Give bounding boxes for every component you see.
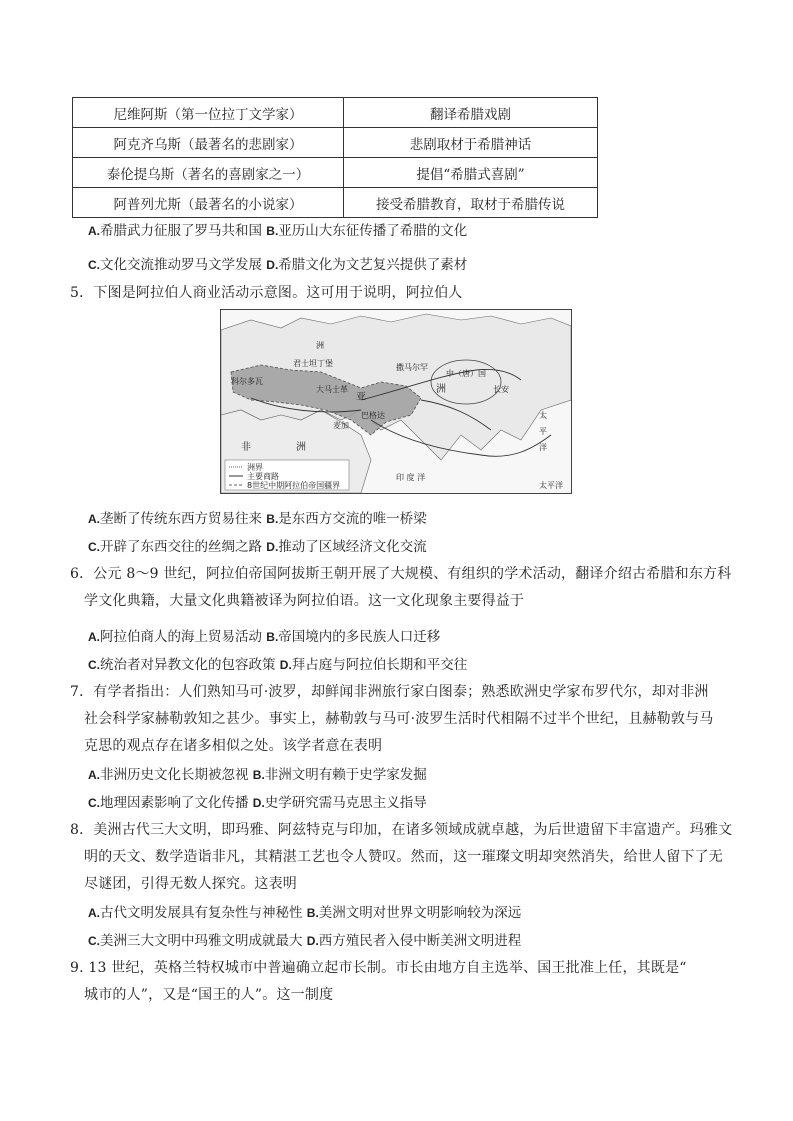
table-row [73, 128, 598, 158]
table-cell: 阿普列尤斯（最著名的小说家） [73, 188, 344, 218]
table-cell: 悲剧取材于希腊神话 [344, 128, 598, 158]
option-c: 统治者对异教文化的包容政策 [100, 657, 276, 673]
arab-trade-map [220, 309, 572, 494]
q8-options-row-2 [88, 929, 521, 949]
q4-options-row-2 [88, 253, 467, 273]
option-d: 希腊文化为文艺复兴提供了素材 [278, 257, 468, 273]
q6-stem-line-2: 学文化典籍，大量文化典籍被译为阿拉伯语。这一文化现象主要得益于 [84, 593, 525, 609]
option-b: 亚历山大东征传播了希腊的文化 [278, 223, 468, 239]
option-a: 非洲历史文化长期被忽视 [100, 767, 249, 783]
map-label: 洲 [296, 442, 306, 453]
q5-options-row-2 [88, 535, 427, 555]
table-row [73, 98, 598, 128]
option-a: 垄断了传统东西方贸易往来 [100, 511, 262, 527]
option-b: 美洲文明对世界文明影响较为深远 [318, 905, 522, 921]
table-cell: 泰伦提乌斯（著名的喜剧家之一） [73, 158, 344, 188]
q7-options-row-1 [88, 763, 427, 783]
option-c-label: C. [88, 934, 100, 948]
option-a-label: A. [88, 224, 100, 238]
option-d: 拜占庭与阿拉伯长期和平交往 [291, 657, 468, 673]
map-label: 太平洋 [539, 481, 563, 490]
option-b-label: B. [266, 630, 279, 644]
table-row [73, 188, 598, 218]
map-label: 非 [241, 442, 251, 453]
option-b-label: B. [266, 512, 279, 526]
map-label: 平 [539, 427, 547, 436]
option-c-label: C. [88, 258, 100, 272]
option-a-label: A. [88, 512, 100, 526]
option-b: 是东西方交流的唯一桥梁 [278, 511, 427, 527]
option-c-label: C. [88, 796, 100, 810]
option-d-label: D. [266, 258, 279, 272]
option-d: 西方殖民者入侵中断美洲文明进程 [318, 933, 522, 949]
map-legend [225, 460, 349, 490]
table-cell: 接受希腊教育，取材于希腊传说 [344, 188, 598, 218]
legend-label: 主要商路 [247, 472, 279, 481]
option-c-label: C. [88, 658, 100, 672]
map-label: 长安 [493, 385, 509, 394]
legend-label: 8世纪中期阿拉伯帝国疆界 [247, 481, 341, 490]
option-d-label: D. [306, 934, 319, 948]
map-label: 太 [539, 411, 547, 420]
option-b: 帝国境内的多民族人口迁移 [278, 629, 441, 645]
option-b-label: B. [266, 224, 279, 238]
map-label: 洋 [539, 443, 547, 452]
q7-stem-line-2: 社会科学家赫勒敦知之甚少。事实上，赫勒敦与马可·波罗生活时代相隔不过半个世纪，且赫勒敦与马 [84, 711, 714, 727]
option-c: 地理因素影响了文化传播 [100, 795, 249, 811]
option-d: 史学研究需马克思主义指导 [264, 795, 427, 811]
q8-stem-line-2: 明的天文、数学造诣非凡，其精湛工艺也令人赞叹。然而，这一璀璨文明却突然消失，给世人留下了无 [84, 849, 723, 865]
map-label: 亚 [356, 392, 366, 403]
map-svg [221, 310, 571, 493]
q7-stem-line-3: 克思的观点存在诸多相似之处。该学者意在表明 [84, 738, 383, 754]
table-cell: 阿克齐乌斯（最著名的悲剧家） [73, 128, 344, 158]
q6-options-row-2 [88, 653, 467, 673]
q9-stem-line-1: 9. 13 世纪，英格兰特权城市中普遍确立起市长制。市长由地方自主选举、国王批准上任，其既是“ [70, 960, 687, 976]
option-c: 开辟了东西交往的丝绸之路 [100, 539, 262, 555]
map-label: 巴格达 [361, 411, 385, 420]
option-b-label: B. [252, 768, 265, 782]
map-label: 科尔多瓦 [231, 377, 263, 386]
q6-options-row-1 [88, 625, 440, 645]
option-a-label: A. [88, 630, 100, 644]
table-cell: 翻译希腊戏剧 [344, 98, 598, 128]
option-a: 古代文明发展具有复杂性与神秘性 [100, 905, 303, 921]
option-a-label: A. [88, 906, 100, 920]
option-a: 阿拉伯商人的海上贸易活动 [100, 629, 262, 645]
q7-stem-line-1: 7．有学者指出：人们熟知马可·波罗，却鲜闻非洲旅行家白图泰；熟悉欧洲史学家布罗代尔，却对非洲 [70, 684, 709, 700]
q4-table [72, 97, 598, 218]
q7-options-row-2 [88, 791, 427, 811]
option-b: 非洲文明有赖于史学家发掘 [264, 767, 427, 783]
q5-stem: 5．下图是阿拉伯人商业活动示意图。这可用于说明，阿拉伯人 [70, 285, 463, 301]
option-d-label: D. [266, 540, 279, 554]
map-label: 印 度 洋 [396, 473, 426, 482]
map-label: 大马士革 [316, 385, 348, 394]
option-a: 希腊武力征服了罗马共和国 [100, 223, 262, 239]
option-d-label: D. [279, 658, 292, 672]
option-b-label: B. [306, 906, 319, 920]
q8-stem-line-1: 8．美洲古代三大文明，即玛雅、阿兹特克与印加，在诸多领域成就卓越，为后世遗留下丰富遗产。玛雅文 [70, 822, 733, 838]
q9-stem-line-2: 城市的人”，又是“国王的人”。这一制度 [84, 987, 334, 1003]
option-d-label: D. [252, 796, 265, 810]
map-label: 洲 [316, 341, 324, 350]
option-c: 文化交流推动罗马文学发展 [100, 257, 262, 273]
legend-label: 洲界 [247, 463, 263, 472]
map-label: 撒马尔罕 [396, 363, 428, 372]
q8-stem-line-3: 尽谜团，引得无数人探究。这表明 [84, 876, 297, 892]
q6-stem-line-1: 6．公元 8～9 世纪，阿拉伯帝国阿拔斯王朝开展了大规模、有组织的学术活动，翻译介绍古希腊和东方科 [70, 566, 732, 582]
q8-options-row-1 [88, 901, 521, 921]
map-label: 麦加 [333, 421, 349, 430]
table-cell: 尼维阿斯（第一位拉丁文学家） [73, 98, 344, 128]
option-c: 美洲三大文明中玛雅文明成就最大 [100, 933, 303, 949]
map-label: 洲 [436, 384, 446, 395]
map-label: 君士坦丁堡 [293, 359, 333, 368]
option-d: 推动了区域经济文化交流 [278, 539, 427, 555]
table-cell: 提倡“希腊式喜剧” [344, 158, 598, 188]
q5-options-row-1 [88, 507, 427, 527]
table-row [73, 158, 598, 188]
option-a-label: A. [88, 768, 100, 782]
q4-options-row-1 [88, 219, 467, 239]
option-c-label: C. [88, 540, 100, 554]
map-label: 中（唐）国 [446, 369, 486, 378]
